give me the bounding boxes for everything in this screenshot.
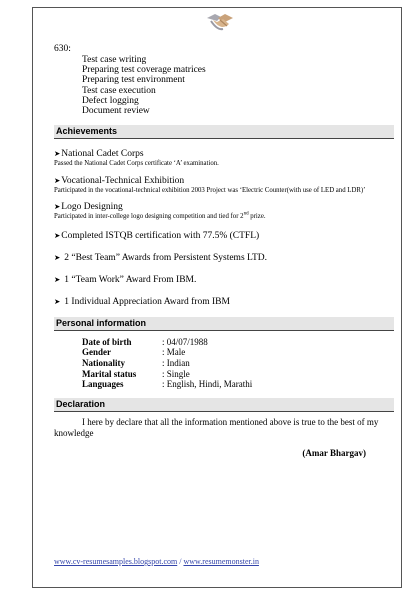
personal-info-heading: Personal information [54,317,394,331]
achievement-item [54,148,394,169]
list-item: Test case execution [82,85,156,96]
table-row: Gender : Male [82,347,186,358]
footer-link-resumemonster[interactable]: www.resumemonster.in [183,557,259,566]
arrow-bullet-icon: ➤ [54,149,61,159]
table-row: Languages : English, Hindi, Marathi [82,379,253,390]
achievement-title: National Cadet Corps [61,149,144,160]
achievement-item [54,201,394,222]
table-row: Marital status : Single [82,368,190,379]
arrow-bullet-icon: ➤ [54,252,61,262]
achievement-title: 1 Individual Appreciation Award from IBM [64,296,230,307]
declaration-text: I here by declare that all the information mentioned above is true to the best of my knowledge [54,416,379,438]
footer-links [54,557,259,566]
achievement-desc: Passed the National Cadet Corps certificate ‘A’ examination. [54,160,219,168]
arrow-bullet-icon: ➤ [54,296,61,306]
arrow-bullet-icon: ➤ [54,202,61,212]
personal-info-table [82,337,252,390]
signature-name: (Amar Bhargav) [302,447,366,458]
project-number: 630: [54,44,71,54]
achievement-item [54,252,394,264]
handshake-icon [205,8,235,34]
achievement-title: Logo Designing [61,202,123,213]
achievement-desc: Participated in the vocational-technical exhibition 2003 Project was ‘Electric Counter(with use of LED and LDR)’ [54,186,366,194]
achievement-item [54,274,394,286]
achievement-title: 1 “Team Work” Award From IBM. [64,274,197,285]
list-item: Test case writing [82,55,147,65]
duties-list [82,55,394,116]
achievement-item [54,296,394,308]
list-item: Document review [82,106,150,117]
achievement-item [54,175,394,196]
achievement-item [54,230,394,242]
footer-link-cv-resumesamples[interactable]: www.cv-resumesamples.blogspot.com [54,557,178,566]
list-item: Preparing test environment [82,75,185,86]
achievement-desc: Participated in inter-college logo designing competition and tied for 2nd prize. [54,211,266,221]
arrow-bullet-icon: ➤ [54,274,61,284]
achievements-heading: Achievements [54,125,394,139]
table-row: Date of birth : 04/07/1988 [82,336,208,347]
arrow-bullet-icon: ➤ [54,230,61,240]
declaration-heading: Declaration [54,398,394,412]
resume-content [54,44,394,458]
table-row: Nationality : Indian [82,357,190,368]
footer-separator: / [177,557,184,566]
arrow-bullet-icon: ➤ [54,175,61,185]
achievement-title: Completed ISTQB certification with 77.5% (CTFL) [61,230,260,241]
list-item: Preparing test coverage matrices [82,65,206,76]
achievement-title: 2 “Best Team” Awards from Persistent Systems LTD. [64,252,267,263]
list-item: Defect logging [82,95,139,106]
achievement-title: Vocational-Technical Exhibition [61,175,185,186]
